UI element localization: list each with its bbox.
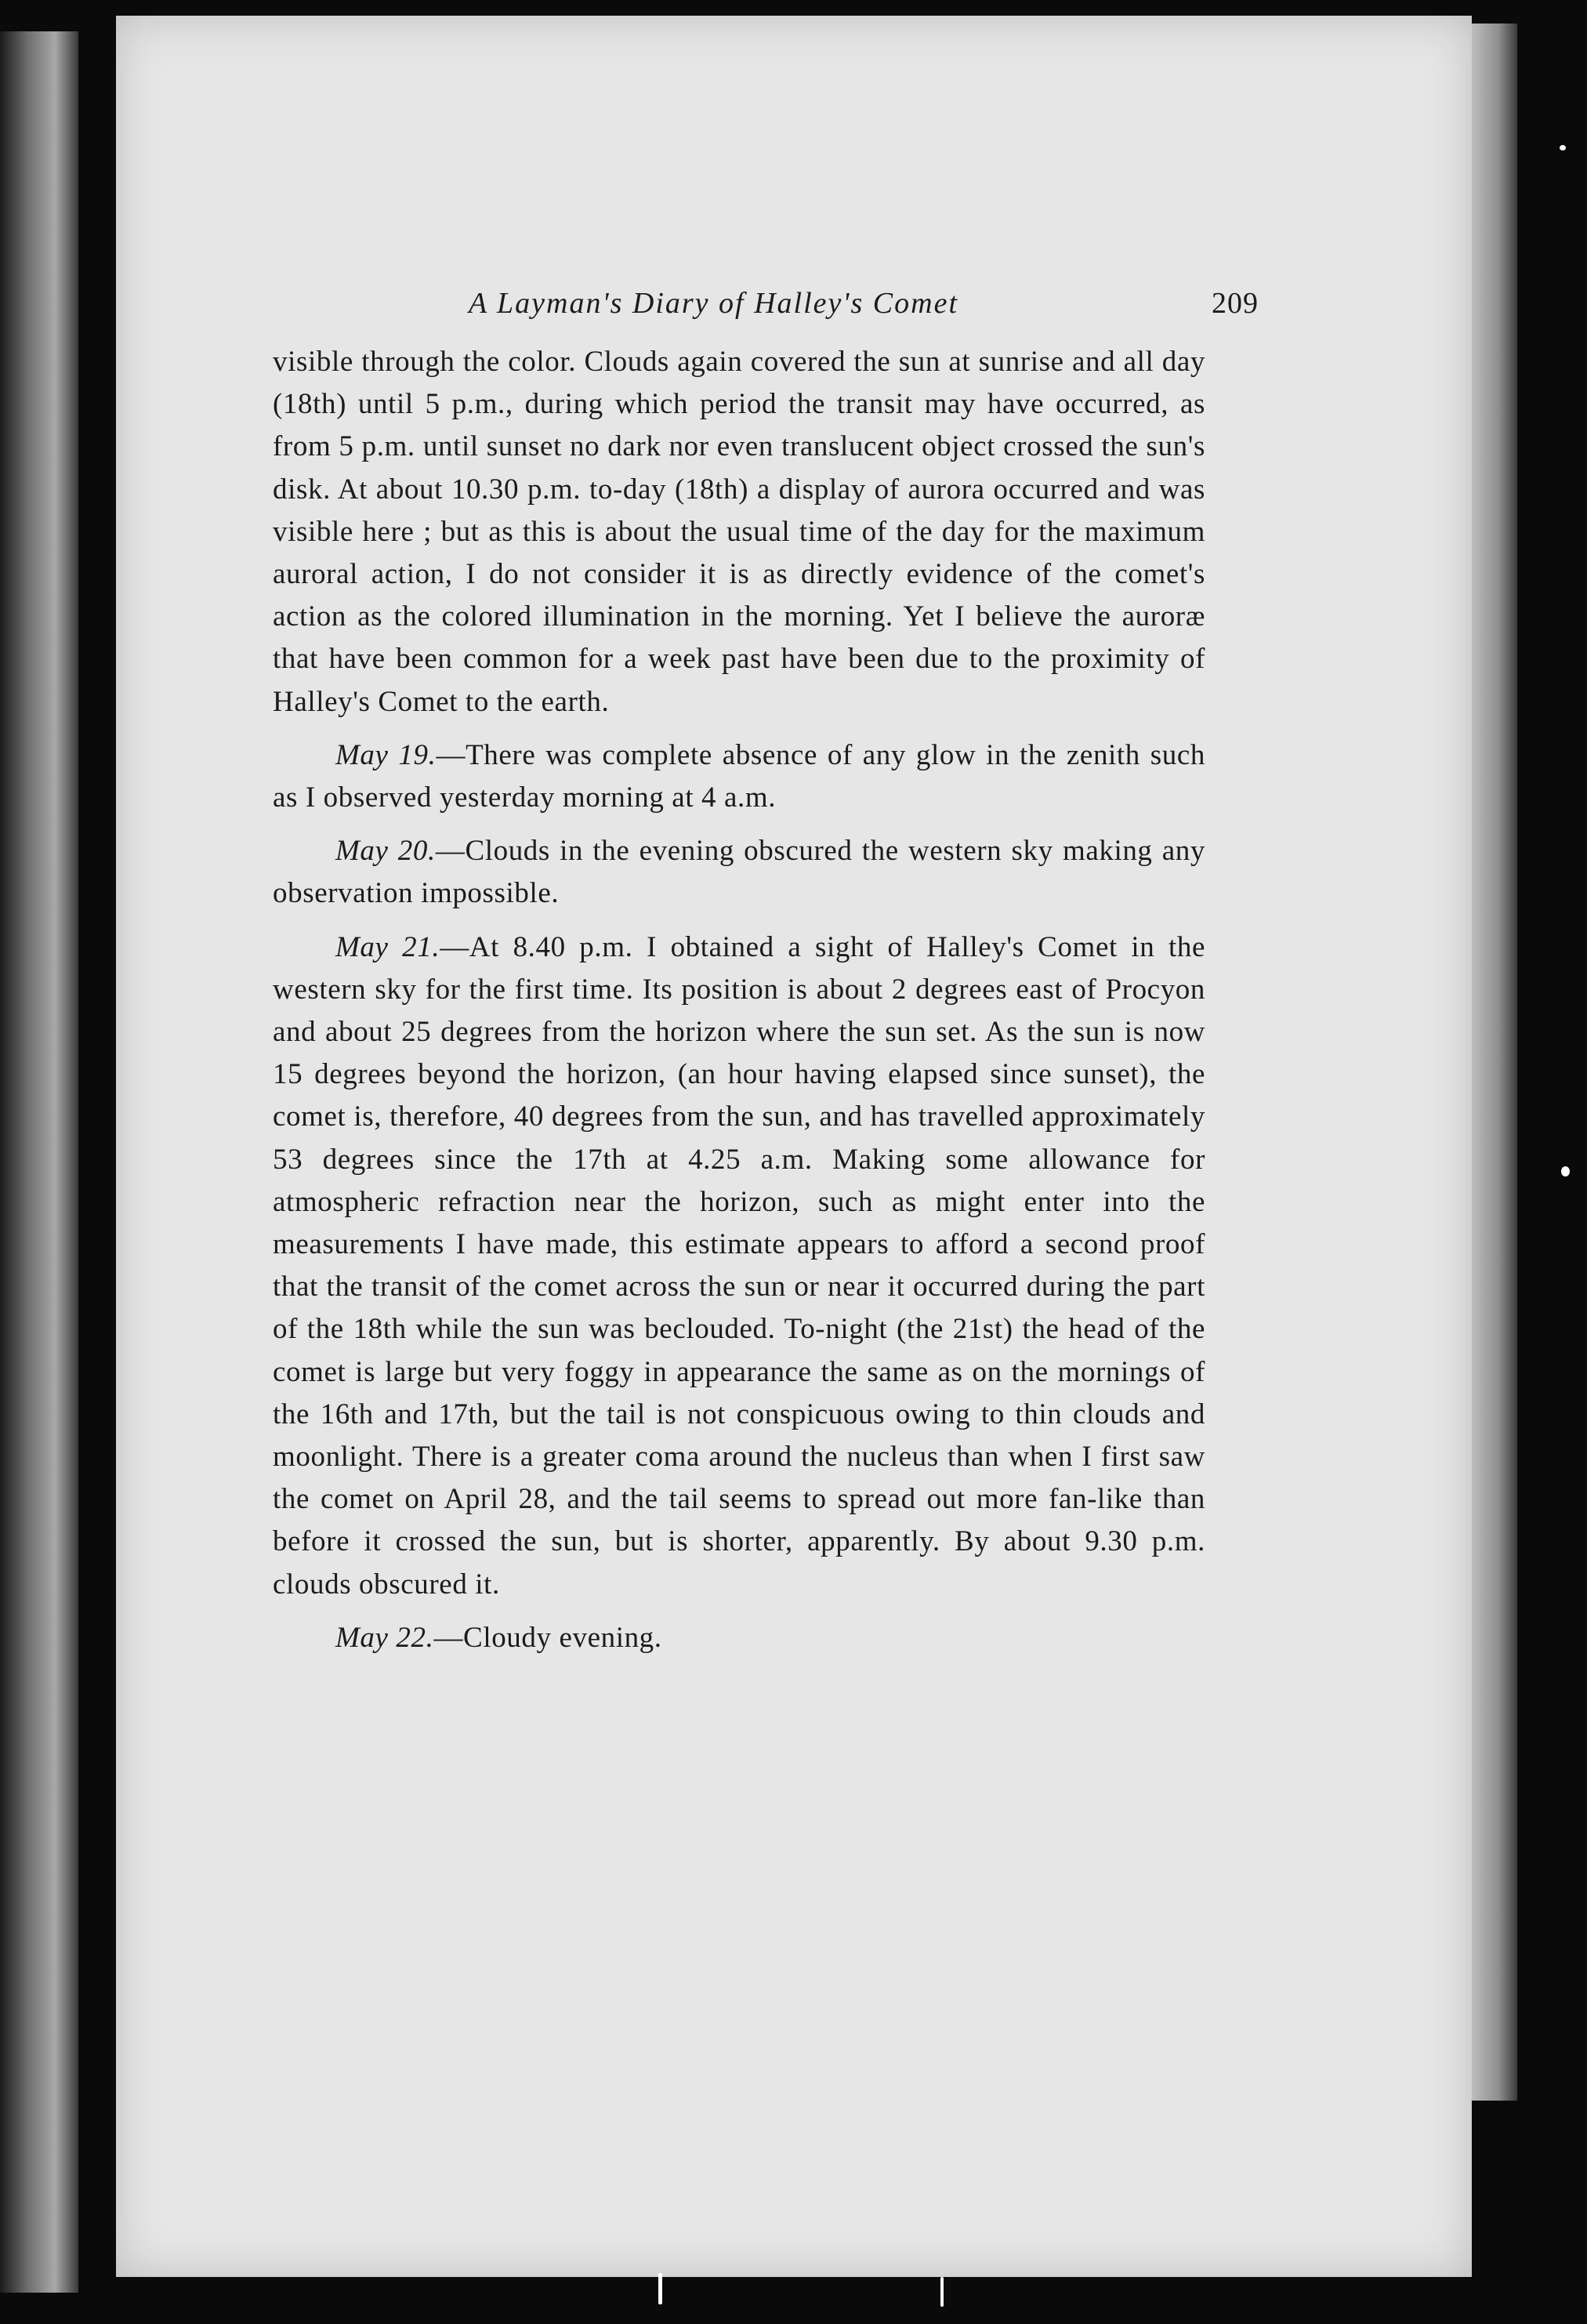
paragraph-continuation (273, 341, 1205, 723)
body-text (273, 341, 1205, 1670)
entry-date: May 22. (335, 1621, 434, 1654)
paragraph-text: visible through the color. Clouds again covered the sun at sunrise and all day (18th) until 5 p.m., during which period the transit may have occurred, as from 5 p.m. until sunset no dark nor even translucent object crossed the sun's disk. At about 10.30 p.m. to-day (18th) a display of aurora occurred and was visible here ; but as this is about the usual time of the day for the maximum auroral action, I do not consider it is as directly evidence of the comet's action as the colored illumination in the morning. Yet I believe the auroræ that have been common for a week past have been due to the proximity of Halley's Comet to the earth. (273, 346, 1205, 718)
running-head (116, 286, 1472, 333)
entry-text: —Cloudy evening. (433, 1621, 662, 1654)
page-number: 209 (1212, 287, 1259, 320)
entry-date: May 21. (335, 930, 440, 963)
entry-text: —At 8.40 p.m. I obtained a sight of Halley's Comet in the western sky for the first time. Its position is about 2 degrees east of Procyon and about 25 degrees from the horizon where the sun set. As the sun is now 15 degrees beyond the horizon, (an hour having elapsed since sunset), the comet is, therefore, 40 degrees from the sun, and has travelled approximately 53 degrees since the 17th at 4.25 a.m. Making some allowance for atmospheric refraction near the horizon, such as might enter into the measurements I have made, this estimate appears to afford a second proof that the transit of the comet across the sun or near it occurred during the part of the 18th while the sun was beclouded. To-night (the 21st) the head of the comet is large but very foggy in appearance the same as on the mornings of the 16th and 17th, but the tail is not conspicuous owing to thin clouds and moonlight. There is a greater coma around the nucleus than when I first saw the comet on April 28, and the tail seems to spread out more fan-like than before it crossed the sun, but is shorter, apparently. By about 9.30 p.m. clouds obscured it. (273, 930, 1205, 1601)
entry-date: May 19. (335, 738, 437, 771)
entry-text: —Clouds in the evening obscured the western sky making any observation impossible. (273, 835, 1205, 910)
entry-text: —There was complete absence of any glow in the zenith such as I observed yesterday morning at 4 a.m. (273, 738, 1205, 814)
diary-entry-may-20 (273, 830, 1205, 915)
page-fore-edge (1472, 24, 1517, 2101)
dust-speck (658, 2273, 662, 2304)
facing-page-edge (0, 31, 78, 2293)
dust-speck (940, 2277, 944, 2307)
dust-speck (1560, 145, 1566, 150)
diary-entry-may-19 (273, 734, 1205, 819)
entry-date: May 20. (335, 835, 436, 868)
diary-entry-may-21 (273, 926, 1205, 1606)
diary-entry-may-22 (273, 1617, 1205, 1659)
running-title: A Layman's Diary of Halley's Comet (469, 287, 959, 320)
book-page (116, 16, 1472, 2277)
dust-speck (1561, 1166, 1570, 1177)
